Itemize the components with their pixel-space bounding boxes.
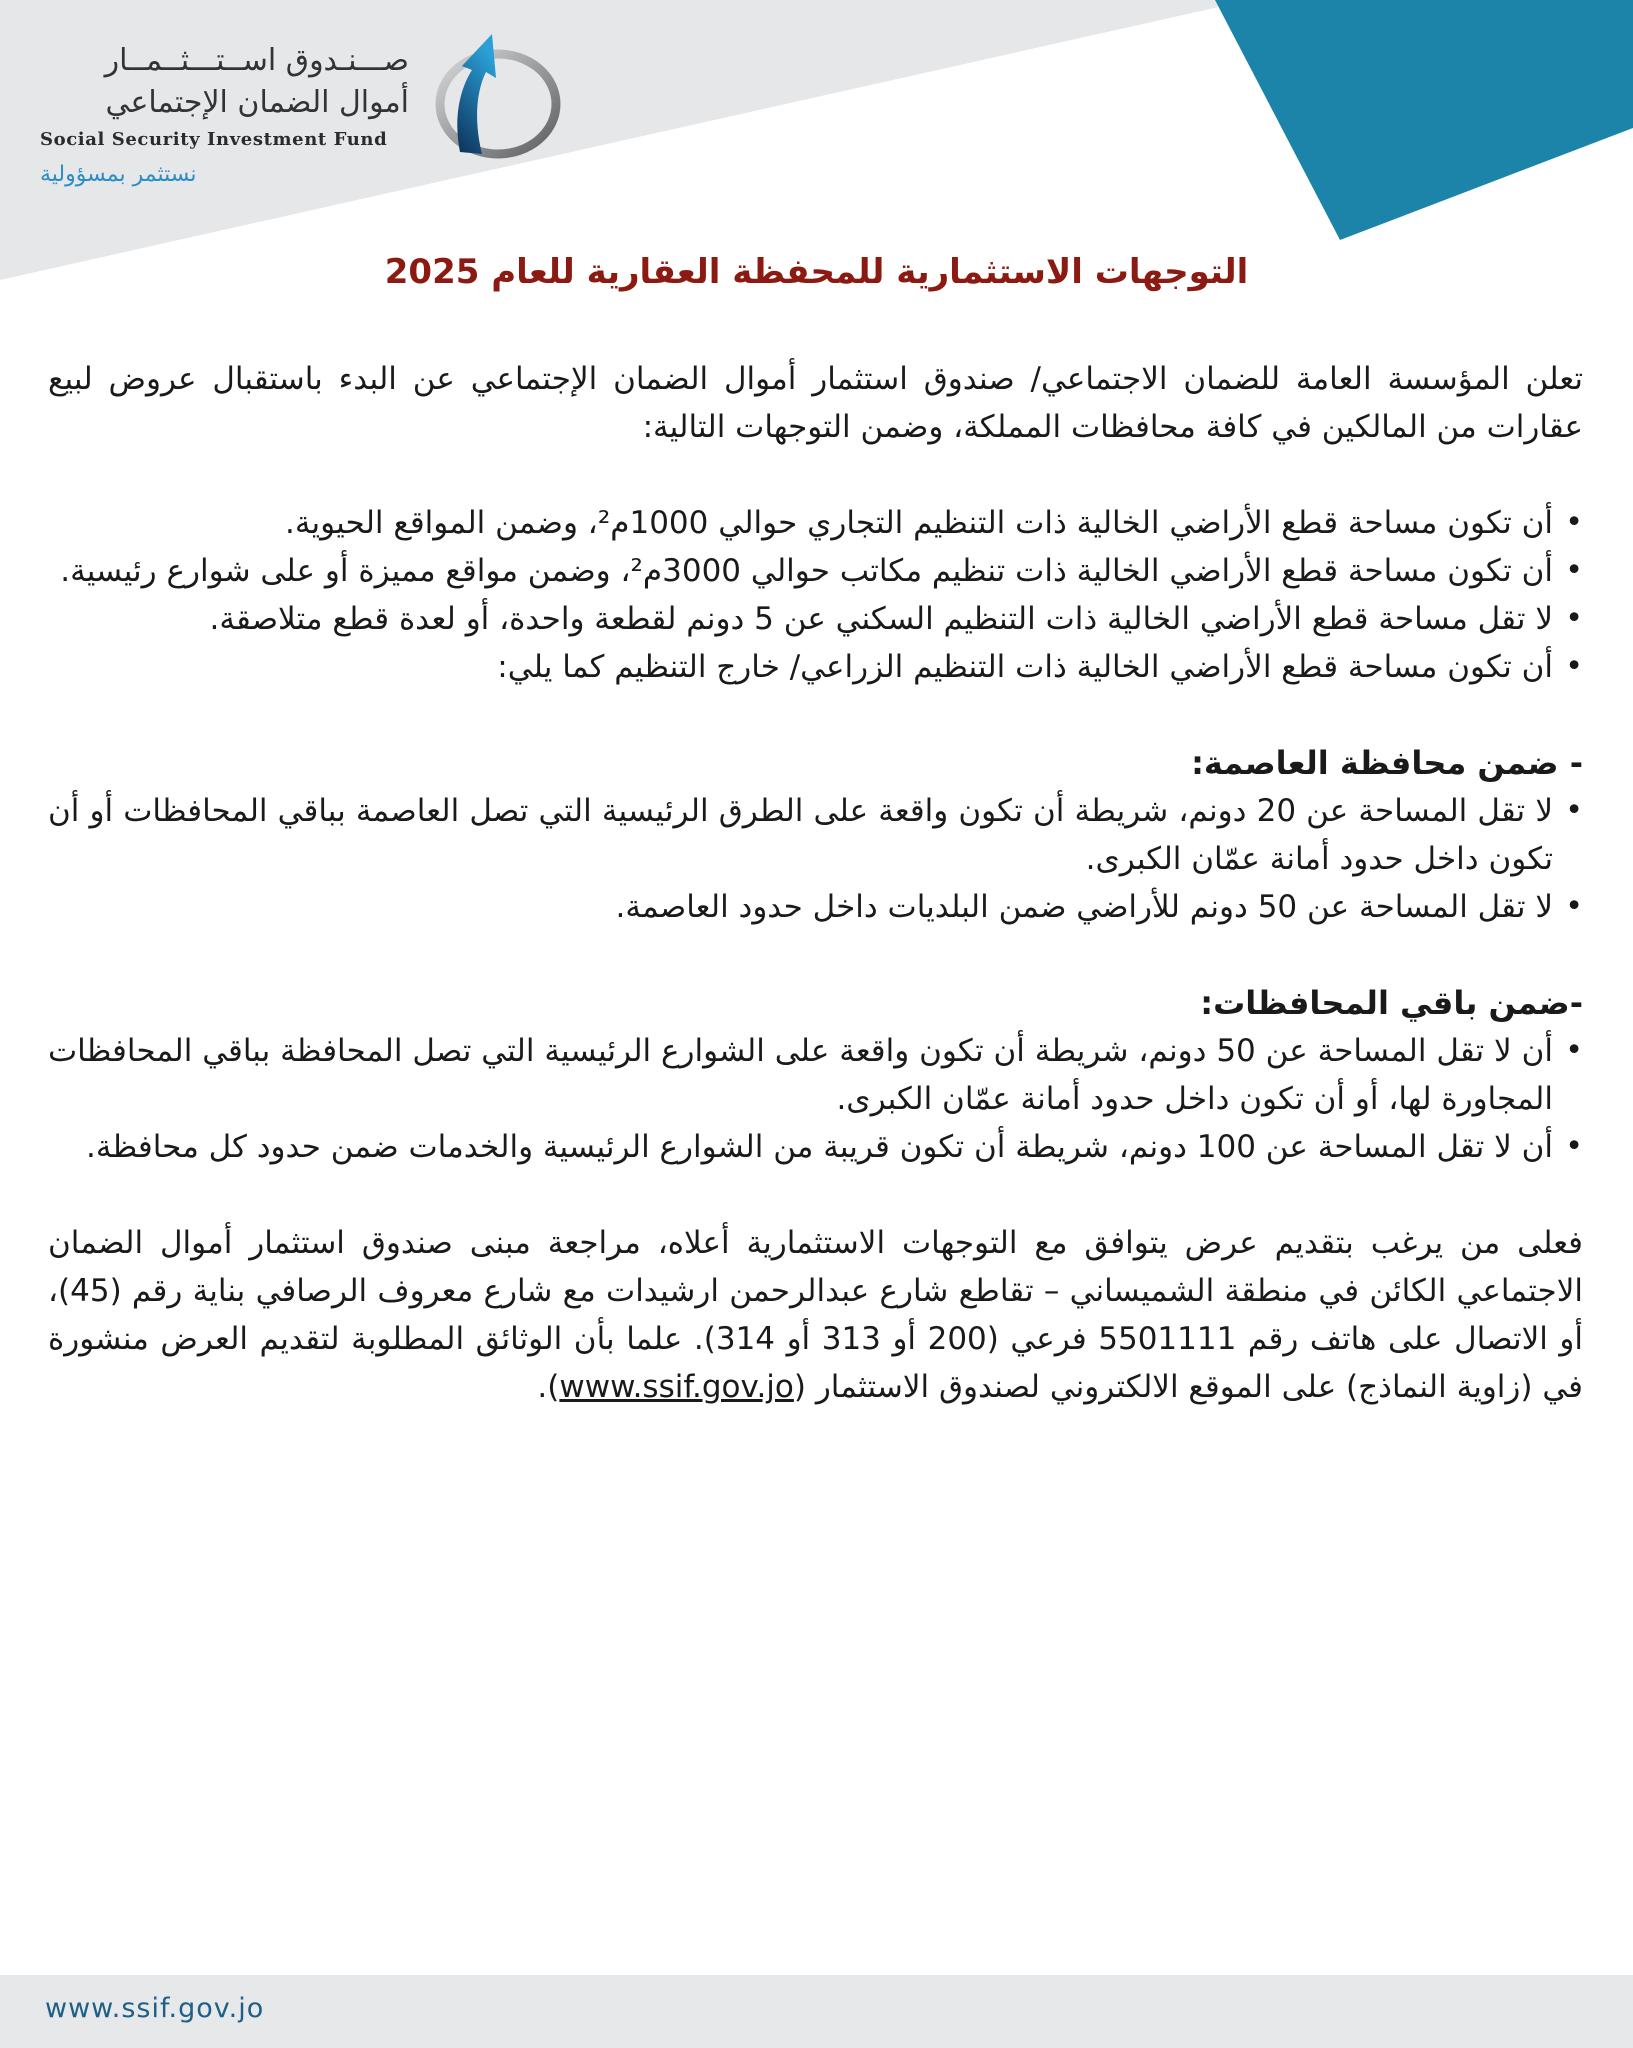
capital-section-heading: - ضمن محافظة العاصمة: — [1191, 744, 1583, 782]
list-item: • أن لا تقل المساحة عن 50 دونم، شريطة أن تكون واقعة على الشوارع الرئيسية التي تصل المحافظة بباقي المحافظات المجاورة لها، أو أن تكون داخل حدود أمانة عمّان الكبرى. — [48, 1027, 1553, 1123]
logo-tagline: نستثمر بمسؤولية — [40, 162, 197, 187]
list-item: • لا تقل المساحة عن 50 دونم للأراضي ضمن البلديات داخل حدود العاصمة. — [48, 883, 1553, 931]
list-item: • أن تكون مساحة قطع الأراضي الخالية ذات التنظيم التجاري حوالي 1000م²، وضمن المواقع الحيوية. — [48, 499, 1553, 547]
website-link[interactable]: www.ssif.gov.jo — [559, 1369, 794, 1405]
logo-arabic-line2: أموال الضمان الإجتماعي — [105, 85, 409, 120]
list-item: • أن تكون مساحة قطع الأراضي الخالية ذات تنظيم مكاتب حوالي 3000م²، وضمن مواقع مميزة أو على شوارع رئيسية. — [48, 547, 1553, 595]
logo-english-name: Social Security Investment Fund — [40, 129, 388, 150]
list-item: • أن لا تقل المساحة عن 100 دونم، شريطة أن تكون قريبة من الشوارع الرئيسية والخدمات ضمن حدود كل محافظة. — [48, 1123, 1553, 1171]
page-title: التوجهات الاستثمارية للمحفظة العقارية للعام 2025 — [384, 252, 1249, 292]
capital-criteria-list — [48, 787, 1583, 931]
closing-end: ). — [537, 1369, 560, 1405]
closing-paragraph — [48, 1219, 1583, 1411]
list-item: • لا تقل مساحة قطع الأراضي الخالية ذات التنظيم السكني عن 5 دونم لقطعة واحدة، أو لعدة قطع متلاصقة. — [48, 595, 1553, 643]
other-governorates-heading: -ضمن باقي المحافظات: — [1200, 984, 1583, 1022]
list-item: • لا تقل المساحة عن 20 دونم، شريطة أن تكون واقعة على الطرق الرئيسية التي تصل العاصمة بباقي المحافظات أو أن تكون داخل حدود أمانة عمّان الكبرى. — [48, 787, 1553, 883]
arrow-ring-logo-icon — [410, 22, 565, 172]
logo-arabic-name — [105, 40, 409, 124]
intro-paragraph: تعلن المؤسسة العامة للضمان الاجتماعي/ صندوق استثمار أموال الضمان الإجتماعي عن البدء باستقبال عروض لبيع عقارات من المالكين في كافة محافظات المملكة، وضمن التوجهات التالية: — [48, 361, 1583, 445]
footer-website-link[interactable]: www.ssif.gov.jo — [45, 1993, 265, 2024]
logo-arabic-line1: صـــنـدوق اســتـــثــمــار — [104, 43, 409, 78]
footer-bar — [0, 1975, 1633, 2048]
closing-text: فعلى من يرغب بتقديم عرض يتوافق مع التوجهات الاستثمارية أعلاه، مراجعة مبنى صندوق استثمار أموال الضمان الاجتماعي الكائن في منطقة الشميساني – تقاطع شارع عبدالرحمن ارشيدات مع شارع معروف الرصافي بناية رقم (45)، أو الاتصال على هاتف رقم 5501111 فرعي (200 أو 313 أو 314). علما بأن الوثائق المطلوبة لتقديم العرض منشورة في (زاوية النماذج) على الموقع الالكتروني لصندوق الاستثمار ( — [48, 1225, 1584, 1405]
announcement-body — [48, 355, 1583, 1411]
ssif-logo — [35, 22, 535, 202]
list-item: • أن تكون مساحة قطع الأراضي الخالية ذات التنظيم الزراعي/ خارج التنظيم كما يلي: — [48, 643, 1553, 691]
main-criteria-list — [48, 499, 1583, 691]
blue-corner-triangle — [1215, 0, 1633, 240]
other-governorates-list — [48, 1027, 1583, 1171]
